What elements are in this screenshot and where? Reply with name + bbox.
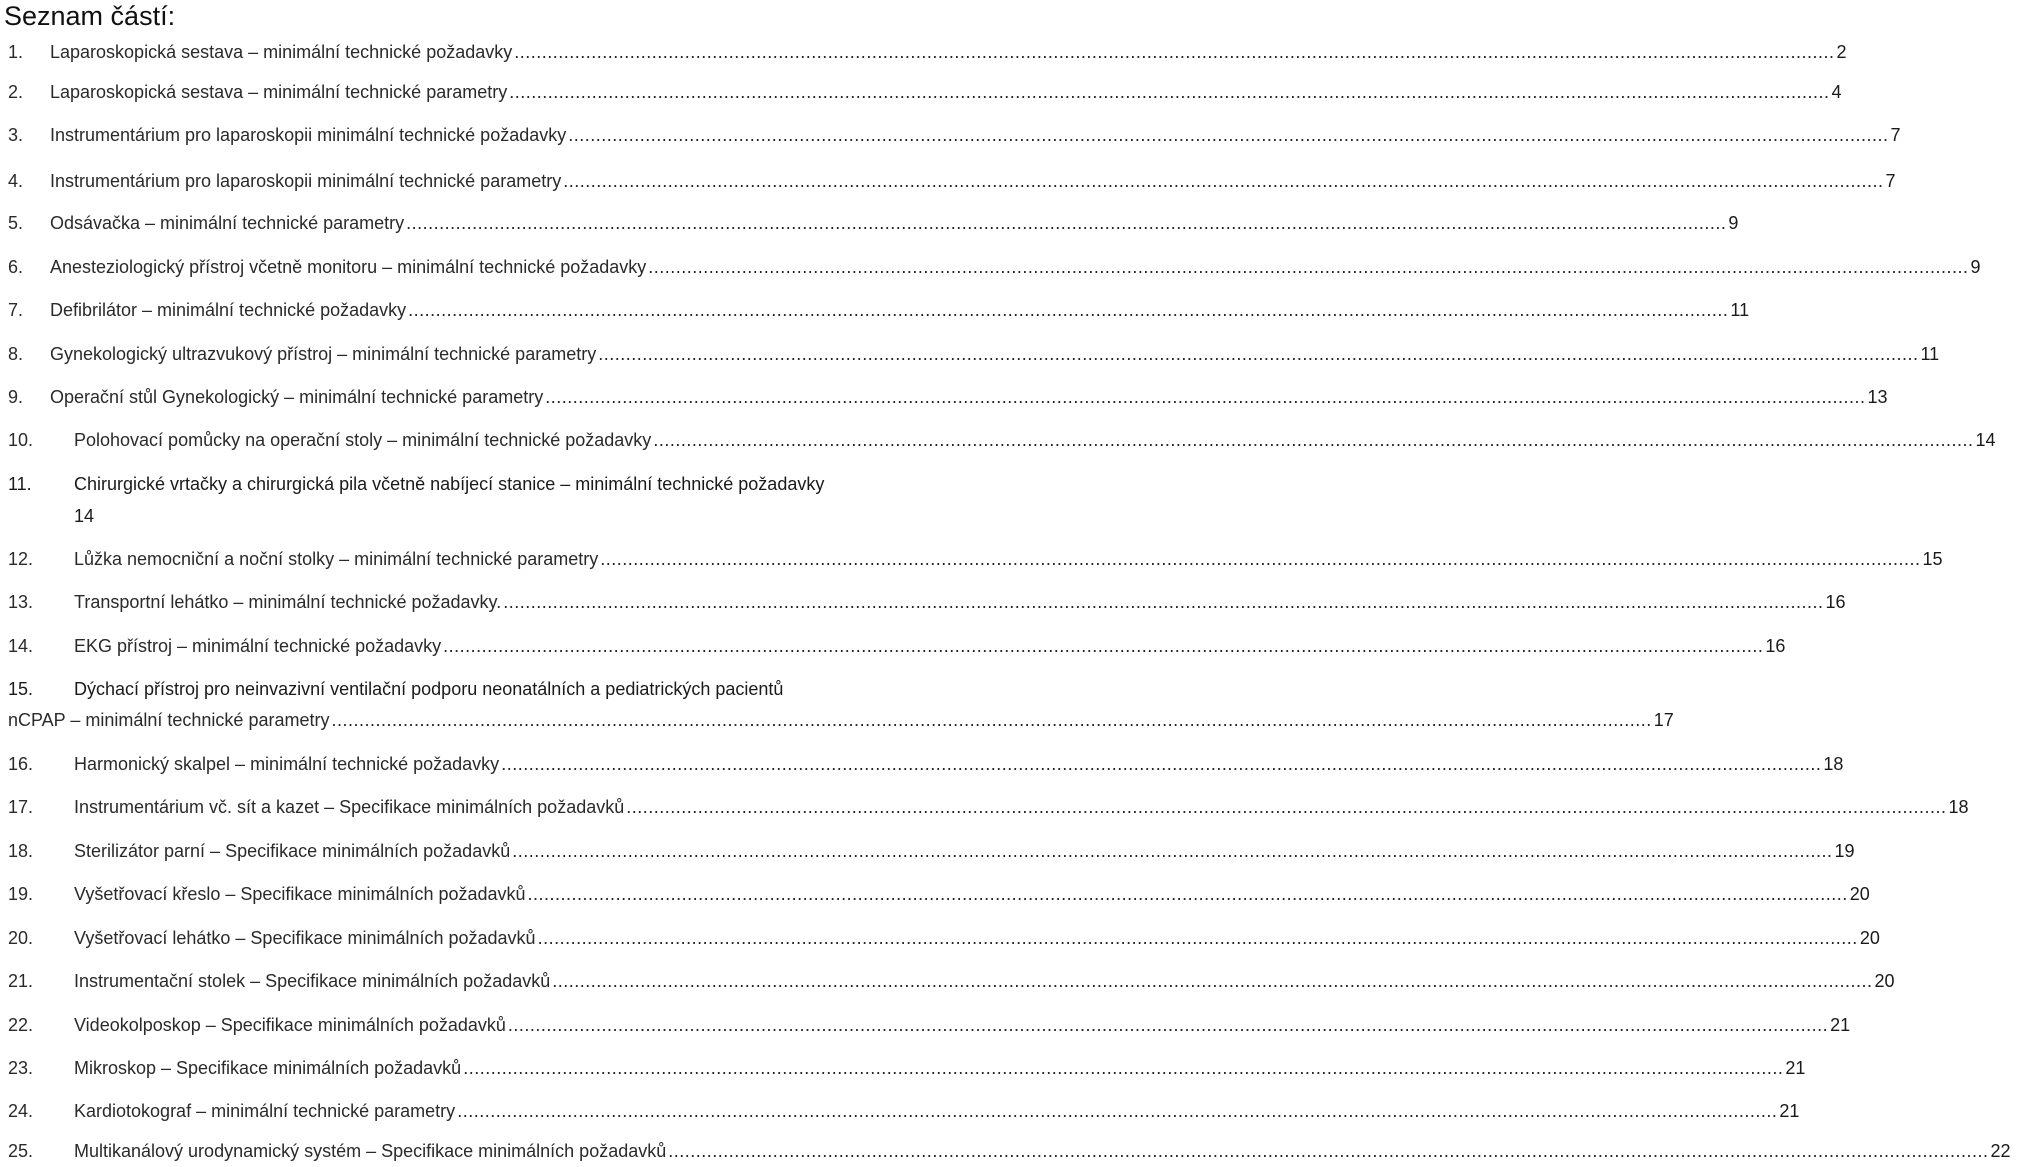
toc-leader-dots [600, 546, 1920, 572]
toc-entry-title-cont: nCPAP – minimální technické parametry [8, 710, 330, 730]
toc-entry-23[interactable] [8, 1055, 1806, 1081]
toc-entry-number: 5. [8, 213, 24, 233]
toc-entry-4[interactable] [8, 168, 1896, 194]
toc-entry-19[interactable] [8, 881, 1870, 907]
toc-entry-title: Mikroskop – Specifikace minimálních požadavků [74, 1058, 462, 1078]
toc-entry-title: Instrumentační stolek – Specifikace minimálních požadavků [74, 971, 551, 991]
toc-entry-page: 19 [1834, 841, 1855, 861]
toc-entry-15[interactable] [8, 676, 783, 702]
toc-leader-dots [508, 1012, 1828, 1038]
toc-entry-number: 16. [8, 754, 34, 774]
toc-entry-8[interactable] [8, 341, 1940, 367]
toc-entry-number: 24. [8, 1101, 34, 1121]
toc-entry-page: 18 [1823, 754, 1844, 774]
toc-entry-number: 23. [8, 1058, 34, 1078]
toc-entry-title: Videokolposkop – Specifikace minimálních požadavků [74, 1015, 506, 1035]
toc-entry-title: Vyšetřovací křeslo – Specifikace minimálních požadavků [74, 884, 526, 904]
toc-entry-number: 8. [8, 344, 24, 364]
toc-entry-number: 4. [8, 171, 24, 191]
toc-entry-number: 25. [8, 1141, 34, 1161]
toc-entry-page: 13 [1867, 387, 1888, 407]
toc-entry-number: 12. [8, 549, 34, 569]
toc-leader-dots [538, 925, 1858, 951]
toc-leader-dots [668, 1138, 1988, 1164]
toc-leader-dots [563, 168, 1883, 194]
toc-entry-page: 15 [1922, 549, 1943, 569]
toc-leader-dots [512, 838, 1832, 864]
toc-entry-page: 17 [1653, 710, 1674, 730]
toc-entry-title: Lůžka nemocniční a noční stolky – minimální technické parametry [74, 549, 599, 569]
toc-entry-number: 14. [8, 636, 34, 656]
toc-entry-page: 21 [1830, 1015, 1851, 1035]
toc-entry-7[interactable] [8, 297, 1750, 323]
toc-entry-1[interactable] [8, 39, 1847, 65]
toc-entry-number: 20. [8, 928, 34, 948]
toc-entry-number: 10. [8, 430, 34, 450]
toc-entry-17[interactable] [8, 794, 1969, 820]
toc-leader-dots [463, 1055, 1783, 1081]
toc-entry-11-page: 14 [74, 506, 95, 526]
toc-entry-title: Laparoskopická sestava – minimální technické parametry [50, 82, 508, 102]
toc-entry-page: 22 [1990, 1141, 2011, 1161]
toc-entry-number: 13. [8, 592, 34, 612]
toc-leader-dots [406, 210, 1726, 236]
toc-entry-number: 3. [8, 125, 24, 145]
toc-leader-dots [648, 254, 1968, 280]
toc-entry-page: 20 [1849, 884, 1870, 904]
toc-entry-page: 16 [1825, 592, 1846, 612]
toc-entry-title: Vyšetřovací lehátko – Specifikace minimálních požadavků [74, 928, 536, 948]
toc-entry-title: Anesteziologický přístroj včetně monitoru – minimální technické požadavky [50, 257, 647, 277]
toc-entry-page: 14 [1975, 430, 1996, 450]
toc-entry-6[interactable] [8, 254, 1981, 280]
toc-entry-title: Polohovací pomůcky na operační stoly – minimální technické požadavky [74, 430, 652, 450]
toc-entry-page: 7 [1890, 125, 1901, 145]
toc-entry-title: Chirurgické vrtačky a chirurgická pila včetně nabíjecí stanice – minimální technické požadavky [74, 474, 825, 494]
toc-entry-page: 16 [1765, 636, 1786, 656]
toc-entry-title: Multikanálový urodynamický systém – Specifikace minimálních požadavků [74, 1141, 667, 1161]
toc-entry-number: 18. [8, 841, 34, 861]
toc-entry-title: Laparoskopická sestava – minimální technické požadavky [50, 42, 513, 62]
toc-entry-number: 15. [8, 679, 34, 699]
toc-leader-dots [626, 794, 1946, 820]
toc-entry-number: 6. [8, 257, 24, 277]
toc-entry-title: Harmonický skalpel – minimální technické požadavky [74, 754, 500, 774]
toc-leader-dots [552, 968, 1872, 994]
toc-entry-9[interactable] [8, 384, 1888, 410]
toc-entry-title: Kardiotokograf – minimální technické parametry [74, 1101, 456, 1121]
toc-leader-dots [514, 39, 1834, 65]
toc-leader-dots [509, 79, 1829, 105]
toc-entry-number: 22. [8, 1015, 34, 1035]
toc-entry-title: Operační stůl Gynekologický – minimální technické parametry [50, 387, 544, 407]
toc-leader-dots [653, 427, 1973, 453]
toc-entry-title: Transportní lehátko – minimální technické požadavky. [74, 592, 502, 612]
page-title: Seznam částí: [4, 1, 176, 31]
toc-leader-dots [501, 751, 1821, 777]
toc-entry-page: 2 [1836, 42, 1847, 62]
toc-entry-number: 17. [8, 797, 34, 817]
toc-entry-page: 21 [1779, 1101, 1800, 1121]
toc-entry-page: 7 [1885, 171, 1896, 191]
toc-leader-dots [528, 881, 1848, 907]
toc-entry-page: 11 [1920, 344, 1940, 364]
toc-entry-21[interactable] [8, 968, 1895, 994]
toc-entry-title: Defibrilátor – minimální technické požadavky [50, 300, 407, 320]
toc-entry-page: 20 [1874, 971, 1895, 991]
toc-entry-title: Instrumentárium pro laparoskopii minimální technické parametry [50, 171, 562, 191]
toc-leader-dots [568, 122, 1888, 148]
toc-entry-11[interactable] [8, 471, 824, 497]
toc-entry-page: 18 [1948, 797, 1969, 817]
toc-entry-15-cont[interactable] [8, 707, 1674, 733]
toc-entry-page: 20 [1859, 928, 1880, 948]
toc-leader-dots [503, 589, 1823, 615]
toc-entry-3[interactable] [8, 122, 1901, 148]
toc-leader-dots [457, 1098, 1777, 1124]
toc-entry-number: 2. [8, 82, 24, 102]
toc-entry-22[interactable] [8, 1012, 1851, 1038]
toc-entry-16[interactable] [8, 751, 1844, 777]
toc-entry-title: EKG přístroj – minimální technické požadavky [74, 636, 442, 656]
toc-entry-number: 19. [8, 884, 34, 904]
toc-entry-12[interactable] [8, 546, 1943, 572]
toc-entry-14[interactable] [8, 633, 1786, 659]
toc-entry-page: 11 [1730, 300, 1750, 320]
toc-entry-page: 9 [1970, 257, 1981, 277]
toc-entry-title: Sterilizátor parní – Specifikace minimálních požadavků [74, 841, 511, 861]
toc-entry-18[interactable] [8, 838, 1855, 864]
toc-entry-10[interactable] [8, 427, 1996, 453]
toc-entry-number: 7. [8, 300, 24, 320]
toc-entry-2[interactable] [8, 79, 1842, 105]
toc-leader-dots [408, 297, 1728, 323]
toc-entry-number: 11. [8, 474, 32, 494]
toc-leader-dots [598, 341, 1918, 367]
toc-entry-20[interactable] [8, 925, 1880, 951]
toc-entry-title: Dýchací přístroj pro neinvazivní ventilační podporu neonatálních a pediatrických pacientů [74, 679, 784, 699]
toc-entry-page: 4 [1831, 82, 1842, 102]
toc-entry-number: 1. [8, 42, 24, 62]
toc-entry-page: 21 [1785, 1058, 1806, 1078]
toc-leader-dots [443, 633, 1763, 659]
toc-entry-title: Gynekologický ultrazvukový přístroj – minimální technické parametry [50, 344, 597, 364]
toc-entry-24[interactable] [8, 1098, 1800, 1124]
toc-entry-number: 9. [8, 387, 24, 407]
toc-entry-25[interactable] [8, 1138, 2011, 1164]
toc-entry-5[interactable] [8, 210, 1739, 236]
toc-entry-title: Instrumentárium vč. sít a kazet – Specifikace minimálních požadavků [74, 797, 625, 817]
toc-entry-title: Instrumentárium pro laparoskopii minimální technické požadavky [50, 125, 567, 145]
toc-entry-number: 21. [8, 971, 34, 991]
toc-entry-page: 9 [1728, 213, 1739, 233]
toc-leader-dots [331, 707, 1651, 733]
toc-entry-title: Odsávačka – minimální technické parametry [50, 213, 405, 233]
toc-leader-dots [545, 384, 1865, 410]
toc-entry-13[interactable] [8, 589, 1846, 615]
